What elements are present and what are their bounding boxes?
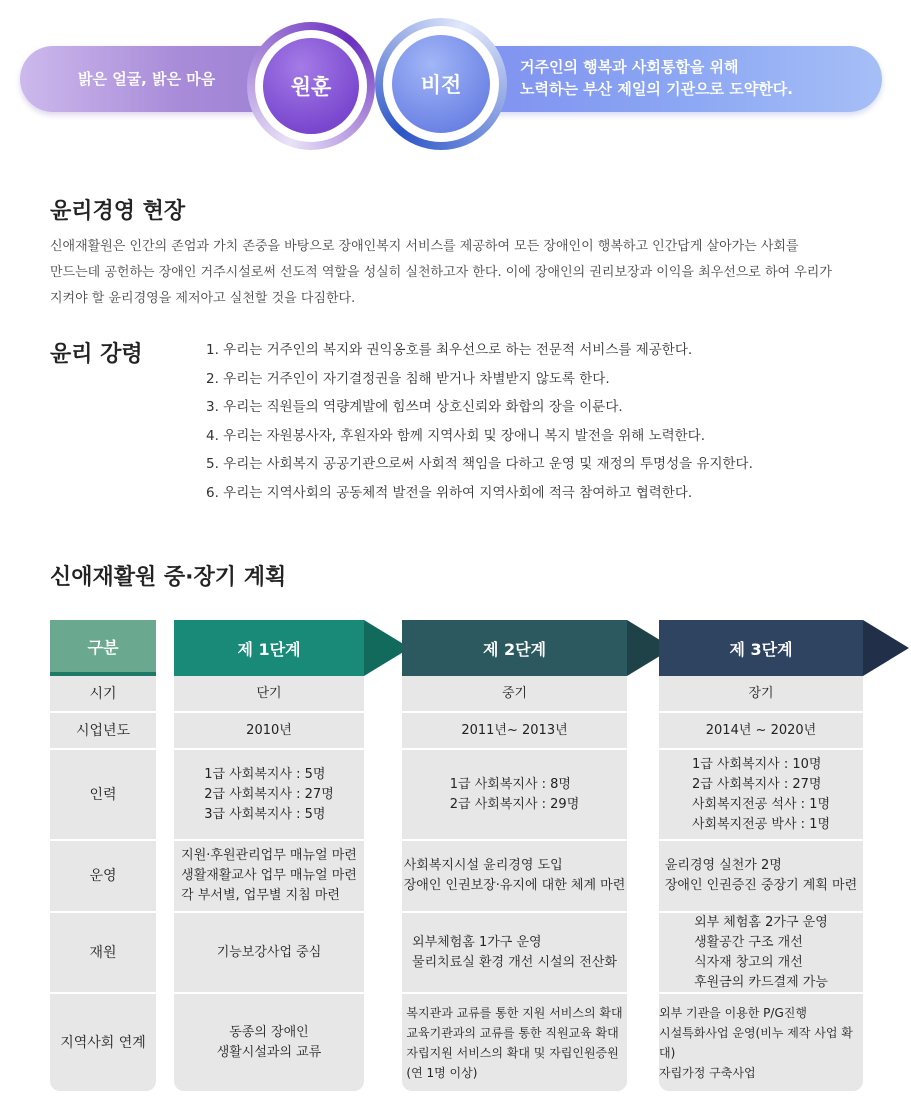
plan-header-label: 구분 <box>50 620 156 676</box>
stage-2-period: 중기 <box>402 676 627 713</box>
stage-1-header <box>174 620 364 676</box>
stage-3-year: 2014년 ~ 2020년 <box>659 713 863 750</box>
stage-2-year: 2011년~ 2013년 <box>402 713 627 750</box>
stage-3-community: 외부 기관을 이용한 P/G진행 시설특화사업 운영(비누 제작 사업 확대) 자립가정 구축사업 <box>659 1005 853 1080</box>
paragraph-line: 지켜야 할 윤리경영을 제저아고 실천할 것을 다짐한다. <box>50 291 356 306</box>
row-label-period: 시기 <box>50 676 156 713</box>
vision-badge: 비전 <box>392 35 490 133</box>
plan-stage-1-column <box>174 620 364 1091</box>
row-label-operation: 운영 <box>50 841 156 913</box>
stage-2-community: 복지관과 교류를 통한 지원 서비스의 확대 교육기관과의 교류를 통한 직원교육 확대 자립지원 서비스의 확대 및 자립인원증원 (연 1명 이상) <box>406 1005 623 1080</box>
stage-2-operation: 사회복지시설 윤리경영 도입 장애인 인권보장·유지에 대한 체계 마련 <box>403 858 626 893</box>
ethics-code-title: 윤리 강령 <box>50 342 143 367</box>
vision-line-2: 노력하는 부산 제일의 기관으로 도약한다. <box>520 80 793 98</box>
stage-1-operation: 지원·후원관리업무 매뉴얼 마련 생활재활교사 업무 매뉴얼 마련 각 부서별, 업무별 지침 마련 <box>181 848 357 903</box>
stage-3-funding: 외부 체험홈 2가구 운영 생활공간 구조 개선 식자재 창고의 개선 후원금의 카드결제 가능 <box>694 914 828 990</box>
stage-1-title: 제 1단계 <box>237 639 301 659</box>
vision-line-1: 거주인의 행복과 사회통합을 위해 <box>520 58 739 76</box>
motto-badge: 원훈 <box>263 38 359 134</box>
stage-1-period: 단기 <box>174 676 364 713</box>
pledge-item: 1. 우리는 거주인의 복지와 권익옹호를 최우선으로 하는 전문적 서비스를 제공한다. <box>206 342 693 358</box>
stage-1-community: 동종의 장애인 생활시설과의 교류 <box>216 1024 322 1060</box>
paragraph-line: 신애재활원은 인간의 존엄과 가치 존중을 바탕으로 장애인복지 서비스를 제공하여 모든 장애인이 행복하고 인간답게 살아가는 사회를 <box>50 239 799 254</box>
stage-2-staff: 1급 사회복지사 : 8명 2급 사회복지사 : 29명 <box>449 776 580 812</box>
stage-3-body <box>659 676 863 1091</box>
stage-3-header <box>659 620 863 676</box>
stage-2-title: 제 2단계 <box>482 639 547 659</box>
ethics-code-list <box>206 336 753 507</box>
vision-text <box>520 56 793 100</box>
stage-2-funding: 외부체험홈 1가구 운영 물리치료실 환경 개선 시설의 전산화 <box>412 934 617 970</box>
pledge-item: 6. 우리는 지역사회의 공동체적 발전을 위하여 지역사회에 적극 참여하고 협력한다. <box>206 484 693 501</box>
row-label-community: 지역사회 연계 <box>60 1034 146 1051</box>
row-label-staff: 인력 <box>50 750 156 841</box>
pledge-item: 5. 우리는 사회복지 공공기관으로써 사회적 책임을 다하고 운영 및 재정의 투명성을 유지한다. <box>206 456 753 472</box>
plan-label-body <box>50 676 156 1091</box>
stage-3-period: 장기 <box>659 676 863 713</box>
stage-3-arrow <box>863 620 909 676</box>
stage-2-header <box>402 620 627 676</box>
stage-3-operation: 윤리경영 실천가 2명 장애인 인권증진 중장기 계획 마련 <box>664 858 858 893</box>
pledge-item: 3. 우리는 직원들의 역량계발에 힘쓰며 상호신뢰와 화합의 장을 이룬다. <box>206 399 623 415</box>
mission-vision-banner <box>0 0 911 150</box>
plan-label-column <box>50 620 156 1091</box>
stage-1-body <box>174 676 364 1091</box>
stage-2-body <box>402 676 627 1091</box>
pledge-item: 4. 우리는 자원봉사자, 후원자와 함께 지역사회 및 장애니 복지 발전을 위해 노력한다. <box>206 427 706 444</box>
plan-stage-2-column <box>402 620 627 1091</box>
pledge-item: 2. 우리는 거주인이 자기결정권을 침해 받거나 차별받지 않도록 한다. <box>206 370 610 387</box>
stage-1-year: 2010년 <box>174 713 364 750</box>
stage-3-title: 제 3단계 <box>729 639 793 659</box>
ethics-site-paragraph <box>50 234 850 312</box>
stage-1-funding: 기능보강사업 중심 <box>216 944 322 960</box>
stage-3-staff: 1급 사회복지사 : 10명 2급 사회복지사 : 27명 사회복지전공 석사 : 1명 사회복지전공 박사 : 1명 <box>691 756 831 832</box>
motto-text: 밝은 얼굴, 밝은 마음 <box>78 70 216 88</box>
plan-stage-3-column <box>659 620 863 1091</box>
paragraph-line: 만드는데 공헌하는 장애인 거주시설로써 선도적 역할을 성실히 실천하고자 한다. 이에 장애인의 권리보장과 이익을 최우선으로 하여 우리가 <box>50 265 832 280</box>
stage-1-staff: 1급 사회복지사 : 5명 2급 사회복지사 : 27명 3급 사회복지사 : 5명 <box>204 766 334 822</box>
row-label-year: 시업년도 <box>50 713 156 750</box>
row-label-funding: 재원 <box>50 913 156 994</box>
plan-title: 신애재활원 중·장기 계획 <box>50 565 287 590</box>
ethics-site-title: 윤리경영 현장 <box>50 199 186 224</box>
